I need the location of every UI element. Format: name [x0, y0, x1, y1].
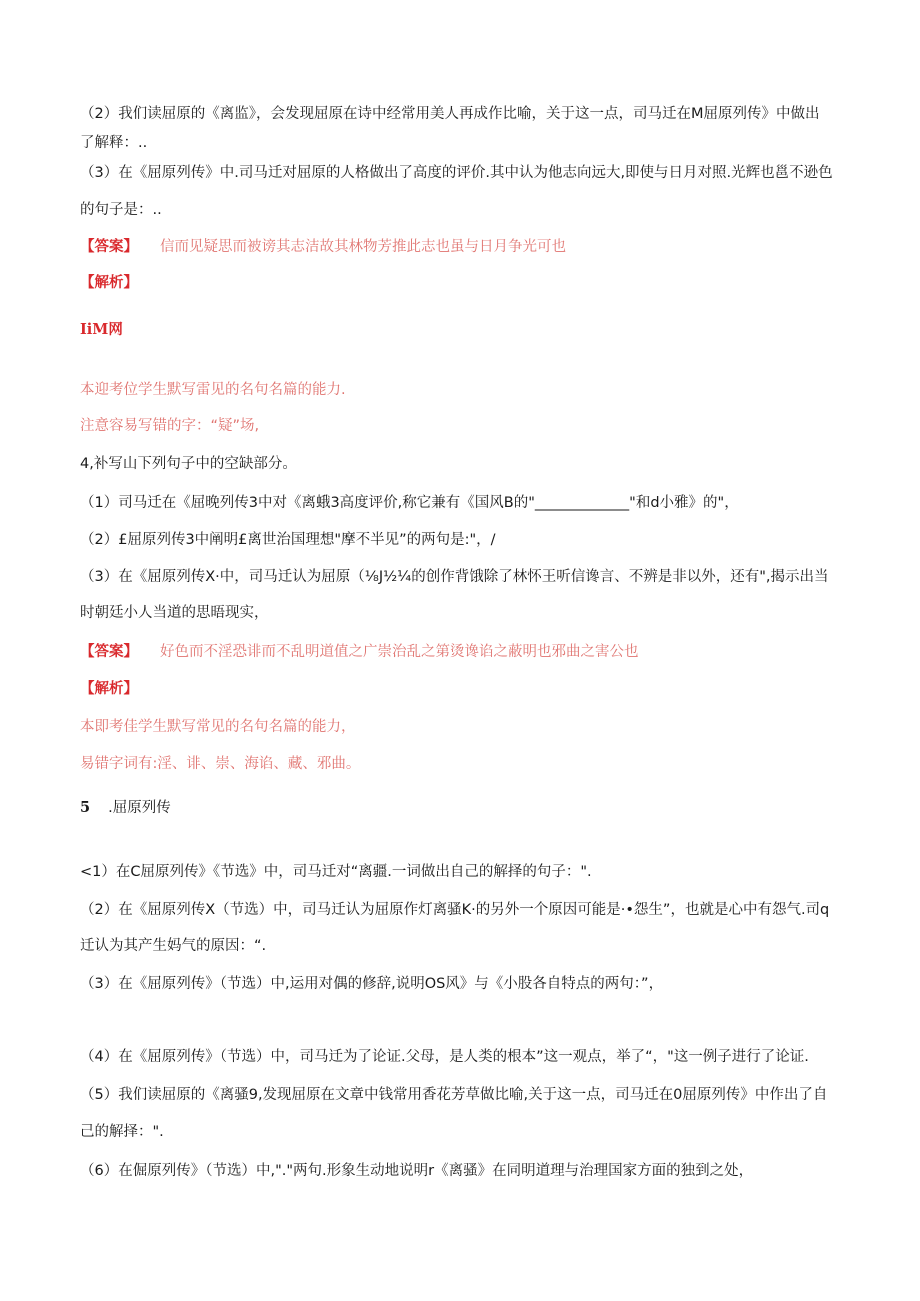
q3-analysis-tag: 【解析】 [80, 275, 138, 291]
q4-analysis-tag: 【解析】 [80, 681, 138, 697]
q5-title [80, 798, 850, 818]
q3-analysis-tag-row [80, 273, 850, 293]
q3-analysis-line2: 注意容易写错的字：“疑”场, [80, 418, 260, 434]
q4-answer-text: 好色而不淫恐诽而不乱明道值之广崇治乱之第烫谗谄之蔽明也邪曲之害公也 [160, 644, 639, 660]
q3-garbled-line [80, 320, 850, 340]
q4-analysis-line2: 易错字词有:淫、诽、崇、海谄、藏、邪曲。 [80, 756, 361, 772]
q5-item5-line1: （5）我们读屈原的《离骚9,发现屈原在文章中钱常用香花芳草做比喻,关于这一点，司马迁在0屈原列传》中作出了自 [80, 1087, 828, 1103]
q3-item2-line2: 了解释：.. [80, 135, 148, 151]
q5-item1: <1）在C屈原列传》《节选》中，司马迁对“离疆.一词做出自己的解择的句子：". [80, 864, 592, 880]
q4-title: 4,补写山下列句子中的空缺部分。 [80, 456, 297, 472]
q5-item5-line2: 己的解择：". [80, 1124, 164, 1140]
q3-analysis-line1: 本迎考位学生默写雷见的名句名篇的能力. [80, 382, 346, 398]
q3-answer-row [80, 237, 850, 257]
q4-analysis-tag-row [80, 679, 850, 699]
q4-item2: （2）£屈原列传3中阐明£离世治国理想"摩不半见”的两句是:"，/ [80, 532, 496, 548]
q4-item3-line1: （3）在《屈原列传X·中，司马迁认为屈原（⅛J½¼的创作背饿除了林怀王听信谗言、不辨是非以外，还有",揭示出当 [80, 569, 829, 585]
q3-answer-tag: 【答案】 [80, 239, 138, 255]
q3-garbled-text: IiM网 [80, 321, 123, 338]
q5-item3: （3）在《屈原列传》（节选）中,运用对偶的修辞,说明OS风》与《小股各自特点的两句：”， [80, 976, 664, 992]
q5-item2-line2: 迁认为其产生妈气的原因：“. [80, 938, 267, 954]
q4-item3-line2: 时朝廷小人当道的思晤现实， [80, 605, 269, 621]
q3-item3-line1: （3）在《屈原列传》中.司马迁对屈原的人格做出了高度的评价.其中认为他志向远大,即使与日月对照.光辉也邕不逊色 [80, 165, 833, 181]
q4-analysis-line1: 本即考佳学生默写常见的名句名篇的能力， [80, 719, 356, 735]
q3-item3-line2: 的句子是：.. [80, 202, 162, 218]
q4-answer-tag: 【答案】 [80, 644, 138, 660]
q4-item1: （1）司马迁在《屈晚列传3中对《离蛾3高度评价,称它兼有《国风B的"_____________"和d小雅》的"， [80, 495, 739, 511]
q5-title-text: .屈原列传 [108, 800, 171, 816]
q5-item6: （6）在倔原列传》（节选）中,"."两句.形象生动地说明r《离骚》在同明道理与治理国家方面的独到之处， [80, 1163, 754, 1179]
q3-item2-line1: （2）我们读屈原的《离监》，会发现屈原在诗中经常用美人再成作比喻，关于这一点，司马迁在M屈原列传》中做出 [80, 106, 820, 122]
q5-item2-line1: （2）在《屈原列传X（节选）中，司马迁认为屈原作灯离骚K·的另外一个原因可能是·•怨生”，也就是心中有怨气.司q [80, 902, 830, 918]
q5-item4: （4）在《屈原列传》（节选）中，司马迁为了论证.父母，是人类的根本”这一观点，举了“，"这一例子进行了论证. [80, 1049, 809, 1065]
q5-title-number: 5 [80, 799, 91, 816]
q4-answer-row [80, 642, 850, 662]
q3-answer-text: 信而见疑思而被谤其志洁故其林物芳推此志也虽与日月争光可也 [160, 239, 566, 255]
